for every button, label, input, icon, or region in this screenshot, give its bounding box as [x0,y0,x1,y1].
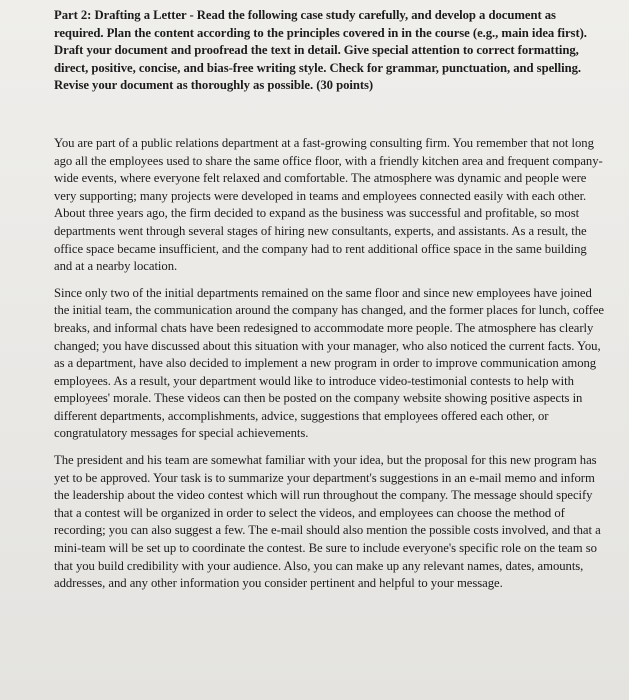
case-study-paragraph-3: The president and his team are somewhat familiar with your idea, but the proposal for this new program has yet to be approved. Your task is to summarize your department's suggestions in an e-mail memo and inform the leadership about the video contest which will run throughout the company. The message should specify that a contest will be organized in order to select the videos, and employees can choose the method of recording; you can also suggest a few. The e-mail should also mention the possible costs involved, and that a mini-team will be set up to coordinate the contest. Be sure to include everyone's specific role on the team so that you build credibility with your audience. Also, you can make up any relevant names, dates, amounts, addresses, and any other information you consider pertinent and helpful to your message. [54,453,601,591]
case-study-paragraph-2: Since only two of the initial departments remained on the same floor and since new employees have joined the initial team, the communication around the company has changed, and the former places for lunch, coffee breaks, and informal chats have been redesigned to accommodate more people. The atmosphere has clearly changed; you have discussed about this situation with your manager, who also noticed the current facts. You, as a department, have also decided to implement a new program in order to improve communication among employees. As a result, your department would like to introduce video-testimonial contests to help with employees' morale. These videos can then be posted on the company website showing positive aspects in different departments, accomplishments, advice, suggestions that employees offered each other, or congratulatory messages for special achievements. [54,285,604,441]
assignment-instructions: Part 2: Drafting a Letter - Read the following case study carefully, and develop a document as required. Plan the content according to the principles covered in in the course (e.g., main idea first). Draft your document and proofread the text in detail. Give special attention to correct formatting, direct, positive, concise, and bias-free writing style. Check for grammar, punctuation, and spelling. Revise your document as thoroughly as possible. (30 points) [54,8,587,93]
paragraph-spacer [54,443,607,452]
section-spacer [54,95,607,135]
paragraph-spacer [54,276,607,285]
case-study-paragraph-1: You are part of a public relations department at a fast-growing consulting firm. You remember that not long ago all the employees used to share the same office floor, with a friendly kitchen area and frequent company-wide events, where everyone felt relaxed and comfortable. The atmosphere was dynamic and people were very supporting; many projects were developed in teams and employees connected easily with each other. About three years ago, the firm decided to expand as the business was successful and profitable, so most departments went through several stages of hiring new consultants, experts, and assistants. As a result, the office space became insufficient, and the company had to rent additional office space in the same building and at a nearby location. [54,135,603,274]
